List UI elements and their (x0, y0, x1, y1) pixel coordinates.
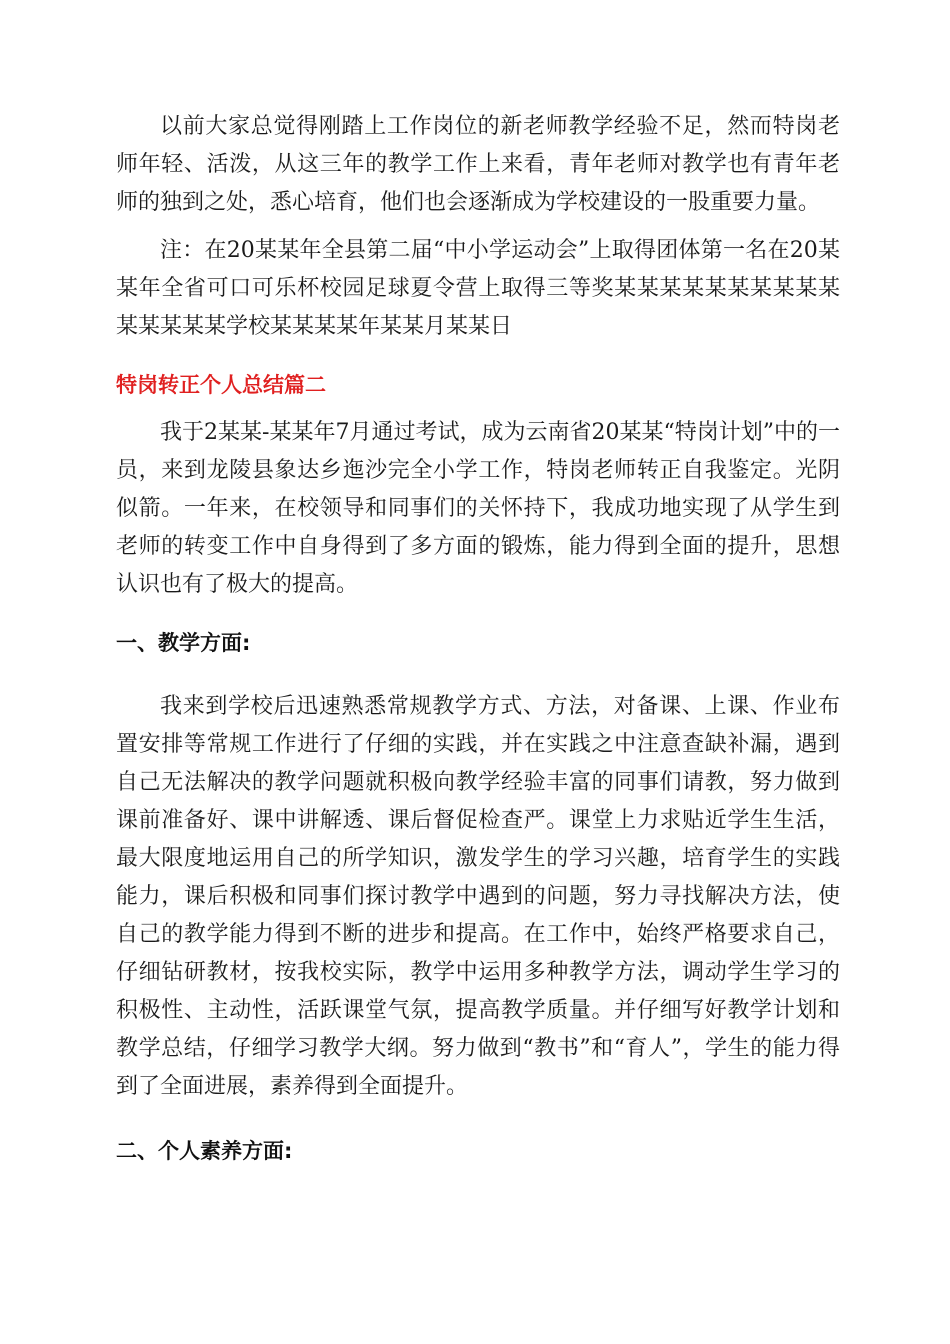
note-paragraph: 注：在20某某年全县第二届“中小学运动会”上取得团体第一名在20某某年全省可口可乐杯校园足球夏令营上取得三等奖某某某某某某某某某某某某某某某学校某某某某年某某月某某日 (116, 238, 840, 339)
paragraph-spacer (116, 404, 840, 414)
paragraph-spacer (116, 604, 840, 624)
intro-paragraph: 以前大家总觉得刚踏上工作岗位的新老师教学经验不足，然而特岗老师年轻、活泼，从这三年的教学工作上来看，青年老师对教学也有青年老师的独到之处，悉心培育，他们也会逐渐成为学校建设的一股重要力量。 (116, 114, 840, 215)
teaching-heading: 一、教学方面: (116, 631, 251, 655)
teaching-paragraph: 我来到学校后迅速熟悉常规教学方式、方法，对备课、上课、作业布置安排等常规工作进行了仔细的实践，并在实践之中注意查缺补漏，遇到自己无法解决的教学问题就积极向教学经验丰富的同事们请教，努力做到课前准备好、课中讲解透、课后督促检查严。课堂上力求贴近学生生活，最大限度地运用自己的所学知识，激发学生的学习兴趣，培育学生的实践能力，课后积极和同事们探讨教学中遇到的问题，努力寻找解决方法，使自己的教学能力得到不断的进步和提高。在工作中，始终严格要求自己，仔细钻研教材，按我校实际，教学中运用多种教学方法，调动学生学习的积极性、主动性，活跃课堂气氛，提高教学质量。并仔细写好教学计划和教学总结，仔细学习教学大纲。努力做到“教书”和“育人”，学生的能力得到了全面进展，素养得到全面提升。 (116, 694, 840, 1099)
paragraph-spacer (116, 346, 840, 366)
personal-quality-heading: 二、个人素养方面: (116, 1139, 293, 1163)
section-intro-paragraph: 我于2某某-某某年7月通过考试，成为云南省20某某“特岗计划”中的一员，来到龙陵县象达乡迤沙完全小学工作，特岗老师转正自我鉴定。光阴似箭。一年来，在校领导和同事们的关怀持下，我成功地实现了从学生到老师的转变工作中自身得到了多方面的锻炼，能力得到全面的提升，思想认识也有了极大的提高。 (116, 420, 840, 597)
paragraph-spacer (116, 222, 840, 232)
section-title: 特岗转正个人总结篇二 (116, 373, 326, 397)
paragraph-spacer (116, 1106, 840, 1132)
paragraph-spacer (116, 662, 840, 688)
document-body (116, 108, 840, 1170)
